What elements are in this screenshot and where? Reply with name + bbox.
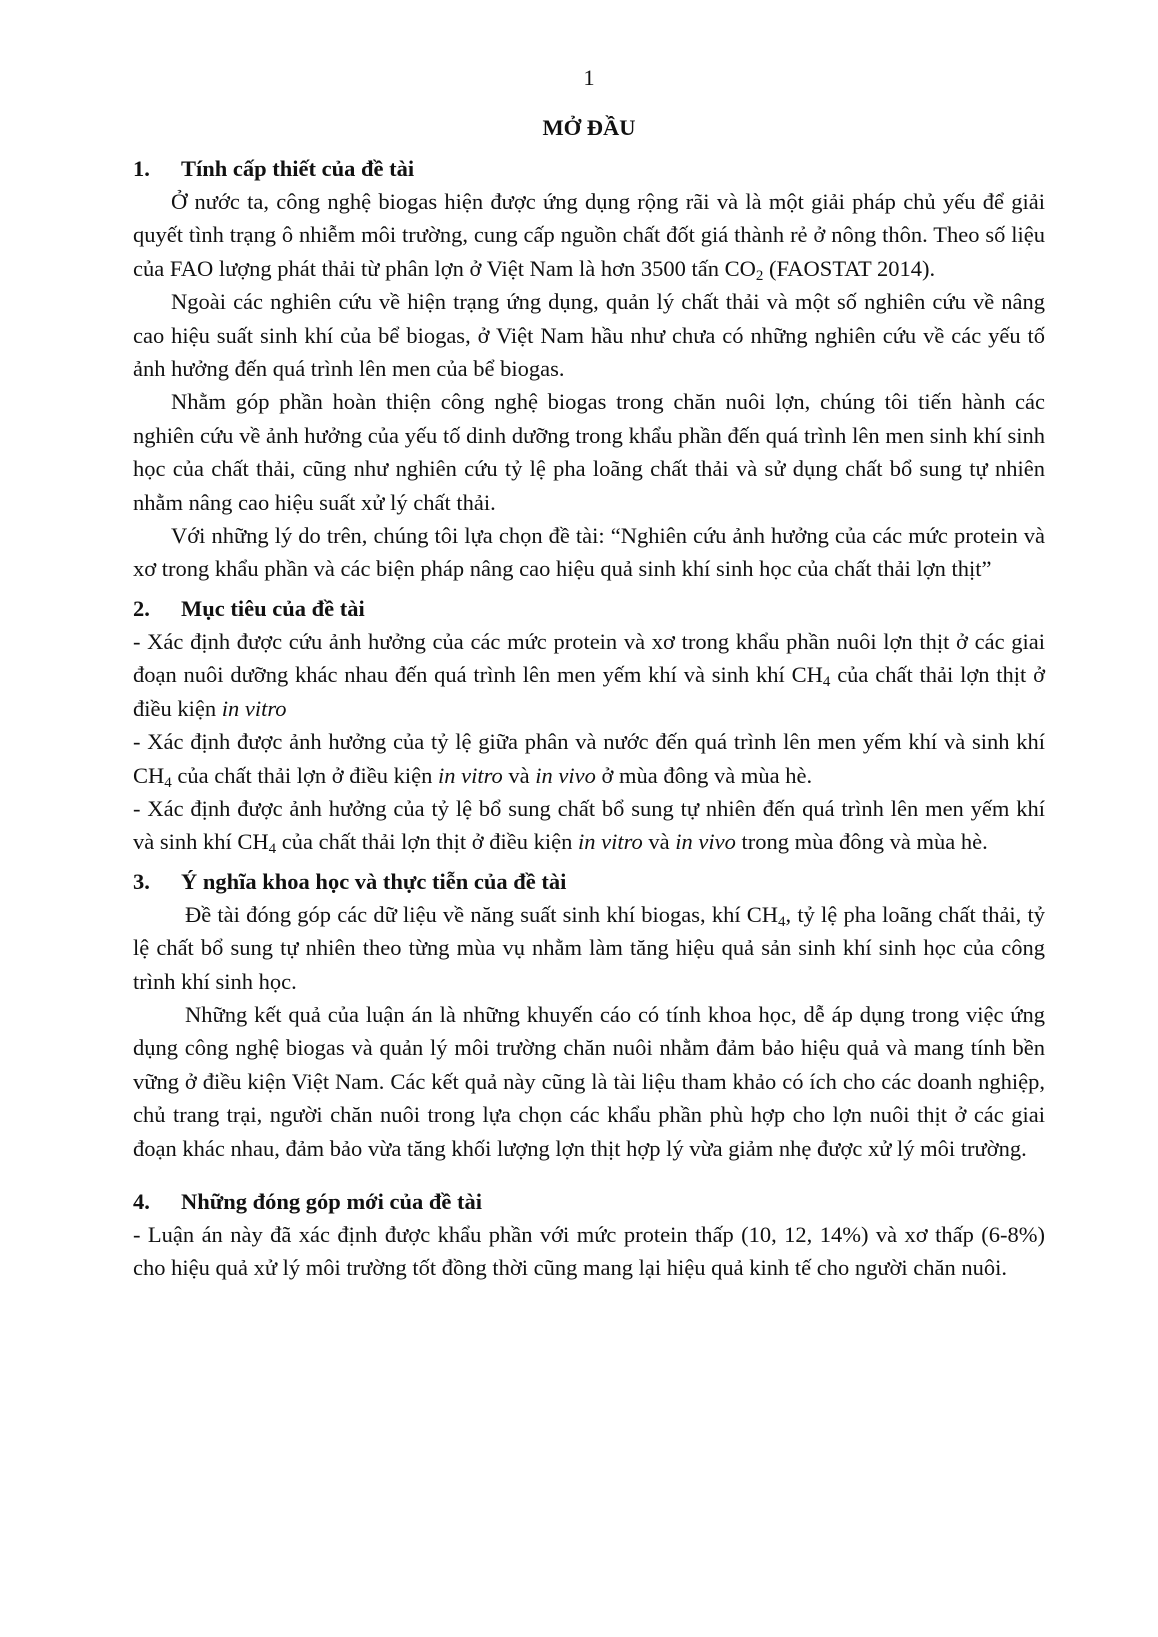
subscript: 4 — [778, 913, 786, 930]
section-heading-2 — [133, 592, 1045, 625]
paragraph: Những kết quả của luận án là những khuyến cáo có tính khoa học, dễ áp dụng trong việc ứng dụng công nghệ biogas và quản lý môi trường chăn nuôi nhằm đảm bảo hiệu quả và mang tính bền vững ở điều kiện Việt Nam. Các kết quả này cũng là tài liệu tham khảo có ích cho các doanh nghiệp, chủ trang trại, người chăn nuôi trong lựa chọn các khẩu phần phù hợp cho lợn nuôi thịt ở các giai đoạn khác nhau, đảm bảo vừa tăng khối lượng lợn thịt hợp lý vừa giảm nhẹ được xử lý môi trường. — [133, 1001, 1045, 1161]
page-title: MỞ ĐẦU — [542, 115, 636, 140]
text-run: (FAOSTAT 2014). — [763, 255, 936, 281]
italic-term: in vitro — [221, 695, 287, 721]
section-number: 2. — [133, 595, 150, 621]
text-run: và — [642, 829, 676, 855]
italic-term: in vitro — [577, 829, 643, 855]
text-run: - Xác định được ảnh hưởng của tỷ lệ bổ sung chất bổ sung tự nhiên đến quá trình lên men yếm khí và sinh khí CH — [133, 795, 1045, 855]
text-run: của chất thải lợn thịt ở điều kiện — [276, 829, 578, 855]
section-number: 4. — [133, 1188, 150, 1214]
subscript: 4 — [822, 674, 831, 691]
text-run: - Xác định được cứu ảnh hưởng của các mức protein và xơ trong khẩu phần nuôi lợn thịt ở các giai đoạn nuôi dưỡng khác nhau đến quá trình lên men yếm khí và sinh khí CH — [133, 628, 1045, 688]
subscript: 4 — [164, 774, 172, 791]
section-title: Những đóng góp mới của đề tài — [181, 1188, 483, 1214]
italic-term: in vivo — [675, 829, 736, 855]
subscript: 4 — [268, 841, 277, 858]
text-run: và — [502, 762, 536, 788]
paragraph: Nhằm góp phần hoàn thiện công nghệ biogas trong chăn nuôi lợn, chúng tôi tiến hành các nghiên cứu về ảnh hưởng của yếu tố dinh dưỡng trong khẩu phần đến quá trình lên men sinh khí sinh học của chất thải, cũng như nghiên cứu tỷ lệ pha loãng chất thải và sử dụng chất bổ sung tự nhiên nhằm nâng cao hiệu suất xử lý chất thải. — [133, 389, 1045, 515]
page-number: 1 — [583, 65, 595, 90]
section-title: Mục tiêu của đề tài — [181, 595, 365, 621]
italic-term: in vitro — [437, 762, 503, 788]
subscript: 2 — [755, 267, 764, 284]
spacer — [133, 1165, 1045, 1179]
paragraph: Ngoài các nghiên cứu về hiện trạng ứng dụng, quản lý chất thải và một số nghiên cứu về nâng cao hiệu suất sinh khí của bể biogas, ở Việt Nam hầu như chưa có những nghiên cứu về các yếu tố ảnh hưởng đến quá trình lên men của bể biogas. — [133, 289, 1045, 382]
bullet-item — [133, 725, 1045, 792]
section-title: Tính cấp thiết của đề tài — [181, 156, 415, 181]
page-content — [133, 58, 1045, 1285]
text-run: trong mùa đông và mùa hè. — [735, 829, 988, 855]
bullet-item: - Luận án này đã xác định được khẩu phần với mức protein thấp (10, 12, 14%) và xơ thấp (6-8%) cho hiệu quả xử lý môi trường tốt đồng thời cũng mang lại hiệu quả kinh tế cho người chăn nuôi. — [133, 1221, 1045, 1281]
section-number: 1. — [133, 156, 150, 181]
section-heading-1 — [133, 152, 1045, 185]
section-number: 3. — [133, 868, 150, 894]
italic-term: in vivo — [535, 762, 596, 788]
text-run: ở mùa đông và mùa hè. — [595, 762, 813, 788]
paragraph — [133, 898, 1045, 998]
text-run: của chất thải lợn thịt ở điều kiện — [133, 662, 1045, 721]
section-heading-4 — [133, 1185, 1045, 1218]
text-run: của chất thải lợn ở điều kiện — [171, 762, 438, 788]
paragraph: Với những lý do trên, chúng tôi lựa chọn đề tài: “Nghiên cứu ảnh hưởng của các mức protein và xơ trong khẩu phần và các biện pháp nâng cao hiệu quả sinh khí sinh học của chất thải lợn thịt” — [133, 523, 1045, 582]
bullet-item — [133, 625, 1045, 725]
section-title: Ý nghĩa khoa học và thực tiễn của đề tài — [181, 868, 567, 894]
paragraph — [133, 185, 1045, 285]
text-run: Ở nước ta, công nghệ biogas hiện được ứng dụng rộng rãi và là một giải pháp chủ yếu để giải quyết tình trạng ô nhiễm môi trường, cung cấp nguồn chất đốt giá thành rẻ ở nông thôn. Theo số liệu của FAO lượng phát thải từ phân lợn ở Việt Nam là hơn 3500 tấn CO — [133, 189, 1045, 281]
bullet-item — [133, 792, 1045, 859]
text-run: Đề tài đóng góp các dữ liệu về năng suất sinh khí biogas, khí CH — [185, 901, 779, 927]
text-run: , tỷ lệ pha loãng chất thải, tỷ lệ chất bổ sung tự nhiên theo từng mùa vụ nhằm làm tăng hiệu quả sản sinh khí sinh học của công trình khí sinh học. — [133, 901, 1045, 994]
text-run: - Xác định được ảnh hưởng của tỷ lệ giữa phân và nước đến quá trình lên men yếm khí và sinh khí CH — [133, 729, 1045, 788]
section-heading-3 — [133, 865, 1045, 898]
